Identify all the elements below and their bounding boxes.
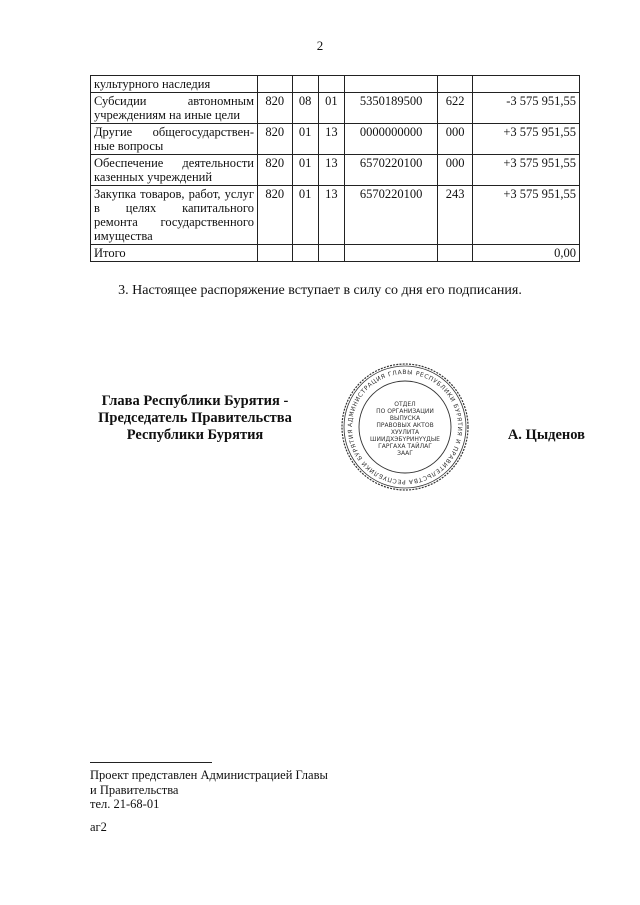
row-name: Другие общегосударствен-ные вопросы xyxy=(91,124,258,155)
cell-code-1: 820 xyxy=(258,155,293,186)
cell-code-3: 01 xyxy=(318,93,344,124)
cell-code-2: 01 xyxy=(292,155,318,186)
table-row xyxy=(91,186,580,245)
cell-amount: +3 575 951,55 xyxy=(472,186,579,245)
table-row xyxy=(91,124,580,155)
cell-code-2 xyxy=(292,76,318,93)
row-name: Итого xyxy=(91,245,258,262)
seal-line: ХУУЛИТА xyxy=(390,429,420,436)
signatory-title-line: Республики Бурятия xyxy=(126,427,264,443)
cell-amount: +3 575 951,55 xyxy=(472,155,579,186)
cell-code-4 xyxy=(344,245,437,262)
signatory-title-line: Председатель Правительства xyxy=(98,410,292,426)
table-row xyxy=(91,93,580,124)
cell-code-1 xyxy=(258,76,293,93)
cell-code-4: 6570220100 xyxy=(344,155,437,186)
cell-code-5: 243 xyxy=(438,186,473,245)
document-code: аг2 xyxy=(90,820,107,834)
cell-code-3 xyxy=(318,245,344,262)
cell-code-5: 622 xyxy=(438,93,473,124)
official-seal-stamp xyxy=(340,362,470,492)
cell-code-4 xyxy=(344,76,437,93)
cell-code-2: 01 xyxy=(292,186,318,245)
seal-line: ОТДЕЛ xyxy=(394,401,416,408)
cell-code-4: 6570220100 xyxy=(344,186,437,245)
signatory-title xyxy=(80,393,310,444)
seal-line: ВЫПУСКА xyxy=(389,415,421,422)
seal-line: ГАРГАХА ТАЙЛАГ xyxy=(378,443,432,450)
seal-line: ЗААГ xyxy=(397,450,413,457)
row-name: культурного наследия xyxy=(91,76,258,93)
cell-code-2: 08 xyxy=(292,93,318,124)
cell-amount: -3 575 951,55 xyxy=(472,93,579,124)
cell-code-5: 000 xyxy=(438,124,473,155)
row-name: Закупка товаров, работ, услуг в целях капитального ремонта государственного имущества xyxy=(91,186,258,245)
cell-code-3: 13 xyxy=(318,155,344,186)
cell-code-2: 01 xyxy=(292,124,318,155)
cell-code-3 xyxy=(318,76,344,93)
cell-code-5: 000 xyxy=(438,155,473,186)
cell-code-5 xyxy=(438,245,473,262)
footnote-line: тел. 21-68-01 xyxy=(90,797,160,811)
effective-date-paragraph: 3. Настоящее распоряжение вступает в силу со дня его подписания. xyxy=(118,283,522,298)
footnote xyxy=(90,768,328,812)
footnote-divider xyxy=(90,762,212,763)
cell-code-4: 0000000000 xyxy=(344,124,437,155)
table-row xyxy=(91,155,580,186)
page-number: 2 xyxy=(316,38,324,53)
row-name: Обеспечение деятельности казенных учреждений xyxy=(91,155,258,186)
cell-amount: +3 575 951,55 xyxy=(472,124,579,155)
table-row-total xyxy=(91,245,580,262)
seal-line: ШИИДХЭБҮРИНҮҮДЫЕ xyxy=(370,436,440,443)
cell-code-1 xyxy=(258,245,293,262)
signatory-title-line: Глава Республики Бурятия - xyxy=(101,393,289,409)
cell-code-4: 5350189500 xyxy=(344,93,437,124)
row-name: Субсидии автономным учреждениям на иные цели xyxy=(91,93,258,124)
cell-amount: 0,00 xyxy=(472,245,579,262)
cell-code-3: 13 xyxy=(318,186,344,245)
seal-ring-text: АДМИНИСТРАЦИЯ ГЛАВЫ РЕСПУБЛИКИ БУРЯТИЯ И ПРАВИТЕЛЬСТВА РЕСПУБЛИКИ БУРЯТИЯ xyxy=(346,368,464,486)
budget-table xyxy=(90,75,580,262)
table-row xyxy=(91,76,580,93)
cell-amount xyxy=(472,76,579,93)
cell-code-1: 820 xyxy=(258,93,293,124)
footnote-line: и Правительства xyxy=(90,782,179,797)
cell-code-5 xyxy=(438,76,473,93)
signatory-name: А. Цыденов xyxy=(507,427,585,443)
seal-line: ПО ОРГАНИЗАЦИИ xyxy=(376,408,434,415)
cell-code-3: 13 xyxy=(318,124,344,155)
cell-code-2 xyxy=(292,245,318,262)
seal-line: ПРАВОВЫХ АКТОВ xyxy=(376,422,434,429)
footnote-line: Проект представлен Администрацией Главы xyxy=(90,768,328,782)
cell-code-1: 820 xyxy=(258,186,293,245)
cell-code-1: 820 xyxy=(258,124,293,155)
